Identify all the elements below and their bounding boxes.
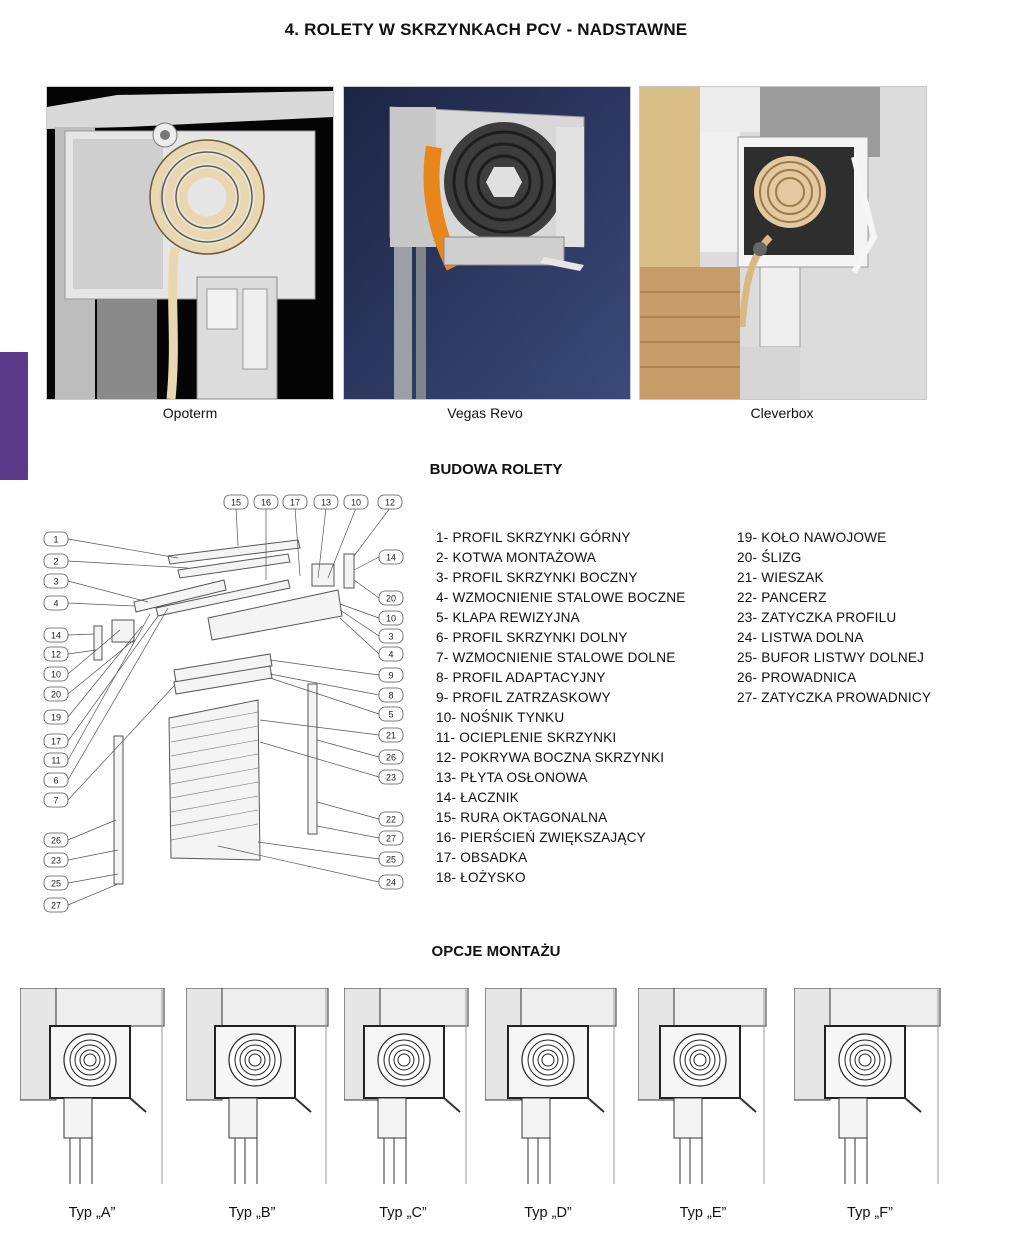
callout-leader-line (236, 508, 238, 546)
callout-number: 12 (384, 497, 396, 508)
callout-leader-line (317, 802, 379, 819)
callout-leader-line (260, 742, 379, 777)
callout-number: 4 (388, 649, 394, 660)
callout-leader-line (68, 581, 148, 602)
callout-leader-line (68, 603, 134, 606)
part-item: 7- WZMOCNIENIE STALOWE DOLNE (436, 650, 676, 665)
callout-bubble (44, 850, 118, 867)
construction-heading: BUDOWA ROLETY (429, 461, 563, 478)
callout-number: 1 (53, 534, 59, 545)
callout-bubble (44, 820, 116, 847)
part-item: 26- PROWADNICA (737, 670, 857, 685)
callout-number: 26 (385, 752, 397, 763)
window-frame (522, 1098, 550, 1138)
photo-vegas-revo (343, 86, 631, 400)
callout-leader-line (68, 650, 96, 654)
callout-number: 8 (388, 690, 394, 701)
mount-drawing-e (638, 988, 770, 1184)
window-frame (839, 1098, 867, 1138)
callout-number: 25 (50, 878, 62, 889)
callout-bubble (340, 604, 403, 625)
callout-bubble (283, 495, 307, 576)
callout-number: 23 (385, 772, 397, 783)
mounting-heading: OPCJE MONTAŻU (431, 943, 561, 960)
part-item: 4- WZMOCNIENIE STALOWE BOCZNE (436, 590, 686, 605)
parts-list-col2 (737, 528, 931, 708)
callout-leader-line (68, 874, 118, 883)
callout-bubble (44, 628, 94, 642)
part-item: 14- ŁACZNIK (436, 790, 520, 805)
callout-leader-line (68, 539, 178, 558)
mount-svg (638, 988, 770, 1184)
callout-bubble (317, 802, 403, 826)
part-item: 13- PŁYTA OSŁONOWA (436, 770, 588, 785)
callout-bubble (254, 495, 278, 580)
callout-leader-line (270, 674, 379, 695)
roll-axle (694, 1054, 706, 1066)
roll-axle (398, 1054, 410, 1066)
callout-number: 20 (385, 593, 397, 604)
part-item: 19- KOŁO NAWOJOWE (737, 530, 887, 545)
callout-number: 22 (385, 814, 397, 825)
mount-svg (20, 988, 168, 1184)
mount-svg (794, 988, 944, 1184)
exploded-diagram (38, 490, 410, 916)
mount-svg (485, 988, 620, 1184)
callout-number: 2 (53, 556, 59, 567)
part-item: 17- OBSADKA (436, 850, 528, 865)
callout-bubble (354, 550, 403, 570)
part-item: 11- OCIEPLENIE SKRZYNKI (436, 730, 617, 745)
callout-leader-line (354, 557, 379, 570)
callout-bubble (317, 740, 403, 764)
callout-number: 10 (385, 613, 397, 624)
callout-leader-line (68, 820, 116, 840)
part-item: 16- PIERŚCIEŃ ZWIĘKSZAJĄCY (436, 830, 646, 845)
window-frame (674, 1098, 702, 1138)
part-item: 20- ŚLIZG (737, 550, 802, 565)
callout-bubble (258, 842, 403, 866)
callout-number: 6 (53, 775, 59, 786)
caption-cleverbox: Cleverbox (750, 405, 814, 421)
callout-leader-line (354, 580, 379, 598)
callout-number: 26 (50, 835, 62, 846)
callout-leader-line (354, 508, 390, 556)
window-frame (378, 1098, 406, 1138)
part-item: 1- PROFIL SKRZYNKI GÓRNY (436, 530, 631, 545)
part-item: 2- KOTWA MONTAŻOWA (436, 550, 597, 565)
callout-number: 19 (50, 712, 62, 723)
callout-number: 9 (388, 670, 394, 681)
mount-drawing-b (186, 988, 332, 1184)
part-item: 15- RURA OKTAGONALNA (436, 810, 608, 825)
part-item: 21- WIESZAK (737, 570, 824, 585)
callout-bubble (270, 660, 403, 682)
callout-number: 21 (385, 730, 397, 741)
callout-number: 10 (350, 497, 362, 508)
callout-bubble (317, 826, 403, 845)
callout-number: 5 (388, 709, 394, 720)
mount-drawing-f (794, 988, 944, 1184)
part-item: 18- ŁOŻYSKO (436, 870, 526, 885)
callout-number: 24 (385, 877, 397, 888)
part-item: 25- BUFOR LISTWY DOLNEJ (737, 650, 925, 665)
callout-number: 14 (385, 552, 397, 563)
callout-number: 10 (50, 669, 62, 680)
callout-number: 27 (50, 900, 62, 911)
type-f-label: Typ „F” (847, 1205, 893, 1221)
mount-svg (186, 988, 332, 1184)
caption-vegas-revo: Vegas Revo (447, 405, 523, 421)
callout-number: 20 (50, 689, 62, 700)
part-item: 24- LISTWA DOLNA (737, 630, 864, 645)
callout-number: 16 (260, 497, 272, 508)
callout-leader-line (218, 846, 379, 882)
callout-number: 13 (320, 497, 332, 508)
callout-number: 4 (53, 598, 59, 609)
part-item: 8- PROFIL ADAPTACYJNY (436, 670, 606, 685)
callout-bubble (44, 647, 96, 661)
window-frame (229, 1098, 257, 1138)
mount-drawing-a (20, 988, 168, 1184)
roll-axle (542, 1054, 554, 1066)
parts-list-col1 (436, 528, 686, 888)
callout-number: 27 (385, 833, 397, 844)
callout-bubble (260, 720, 403, 742)
callout-leader-line (68, 884, 118, 905)
mount-drawing-d (485, 988, 620, 1184)
part-item: 12- POKRYWA BOCZNA SKRZYNKI (436, 750, 665, 765)
callout-number: 17 (50, 736, 62, 747)
callout-leader-line (317, 826, 379, 838)
type-c-label: Typ „C” (379, 1205, 427, 1221)
callout-leader-line (270, 678, 379, 714)
callout-bubble (44, 874, 118, 890)
callout-number: 12 (50, 649, 62, 660)
callout-number: 11 (51, 755, 61, 766)
callout-number: 3 (53, 576, 59, 587)
callout-leader-line (260, 720, 379, 735)
callout-bubble (354, 580, 403, 605)
callout-number: 17 (289, 497, 301, 508)
callout-leader-line (258, 842, 379, 859)
type-a-label: Typ „A” (68, 1205, 116, 1221)
part-item: 9- PROFIL ZATRZASKOWY (436, 690, 611, 705)
part-item: 23- ZATYCZKA PROFILU (737, 610, 897, 625)
part-item: 5- KLAPA REWIZYJNA (436, 610, 580, 625)
callout-number: 14 (50, 630, 62, 641)
callout-number: 23 (50, 855, 62, 866)
callout-leader-line (68, 614, 150, 760)
photo-opoterm (46, 86, 334, 400)
type-d-label: Typ „D” (524, 1205, 572, 1221)
part-item: 6- PROFIL SKRZYNKI DOLNY (436, 630, 628, 645)
mount-svg (344, 988, 472, 1184)
part-item: 10- NOŚNIK TYNKU (436, 710, 565, 725)
roll-axle (859, 1054, 871, 1066)
type-b-label: Typ „B” (228, 1205, 276, 1221)
roll-axle (249, 1054, 261, 1066)
callout-bubble (44, 596, 134, 610)
side-accent-tab (0, 352, 28, 480)
mount-drawing-c (344, 988, 472, 1184)
callout-leader-line (270, 660, 379, 675)
page-title: 4. ROLETY W SKRZYNKACH PCV - NADSTAWNE (284, 20, 688, 39)
callout-bubble (224, 495, 248, 546)
part-item: 3- PROFIL SKRZYNKI BOCZNY (436, 570, 638, 585)
caption-opoterm: Opoterm (162, 405, 218, 421)
roll-axle (84, 1054, 96, 1066)
callout-leader-line (68, 634, 94, 635)
callout-leader-line (317, 740, 379, 757)
part-item: 22- PANCERZ (737, 590, 827, 605)
window-frame (64, 1098, 92, 1138)
callout-number: 15 (230, 497, 242, 508)
callout-number: 25 (385, 854, 397, 865)
callout-bubble (218, 846, 403, 889)
photo-cleverbox (639, 86, 927, 400)
part-item: 27- ZATYCZKA PROWADNICY (737, 690, 932, 705)
callout-leader-line (340, 604, 379, 618)
callout-leader-line (68, 850, 118, 860)
callout-number: 3 (388, 631, 394, 642)
type-e-label: Typ „E” (679, 1205, 727, 1221)
callout-number: 7 (53, 795, 59, 806)
